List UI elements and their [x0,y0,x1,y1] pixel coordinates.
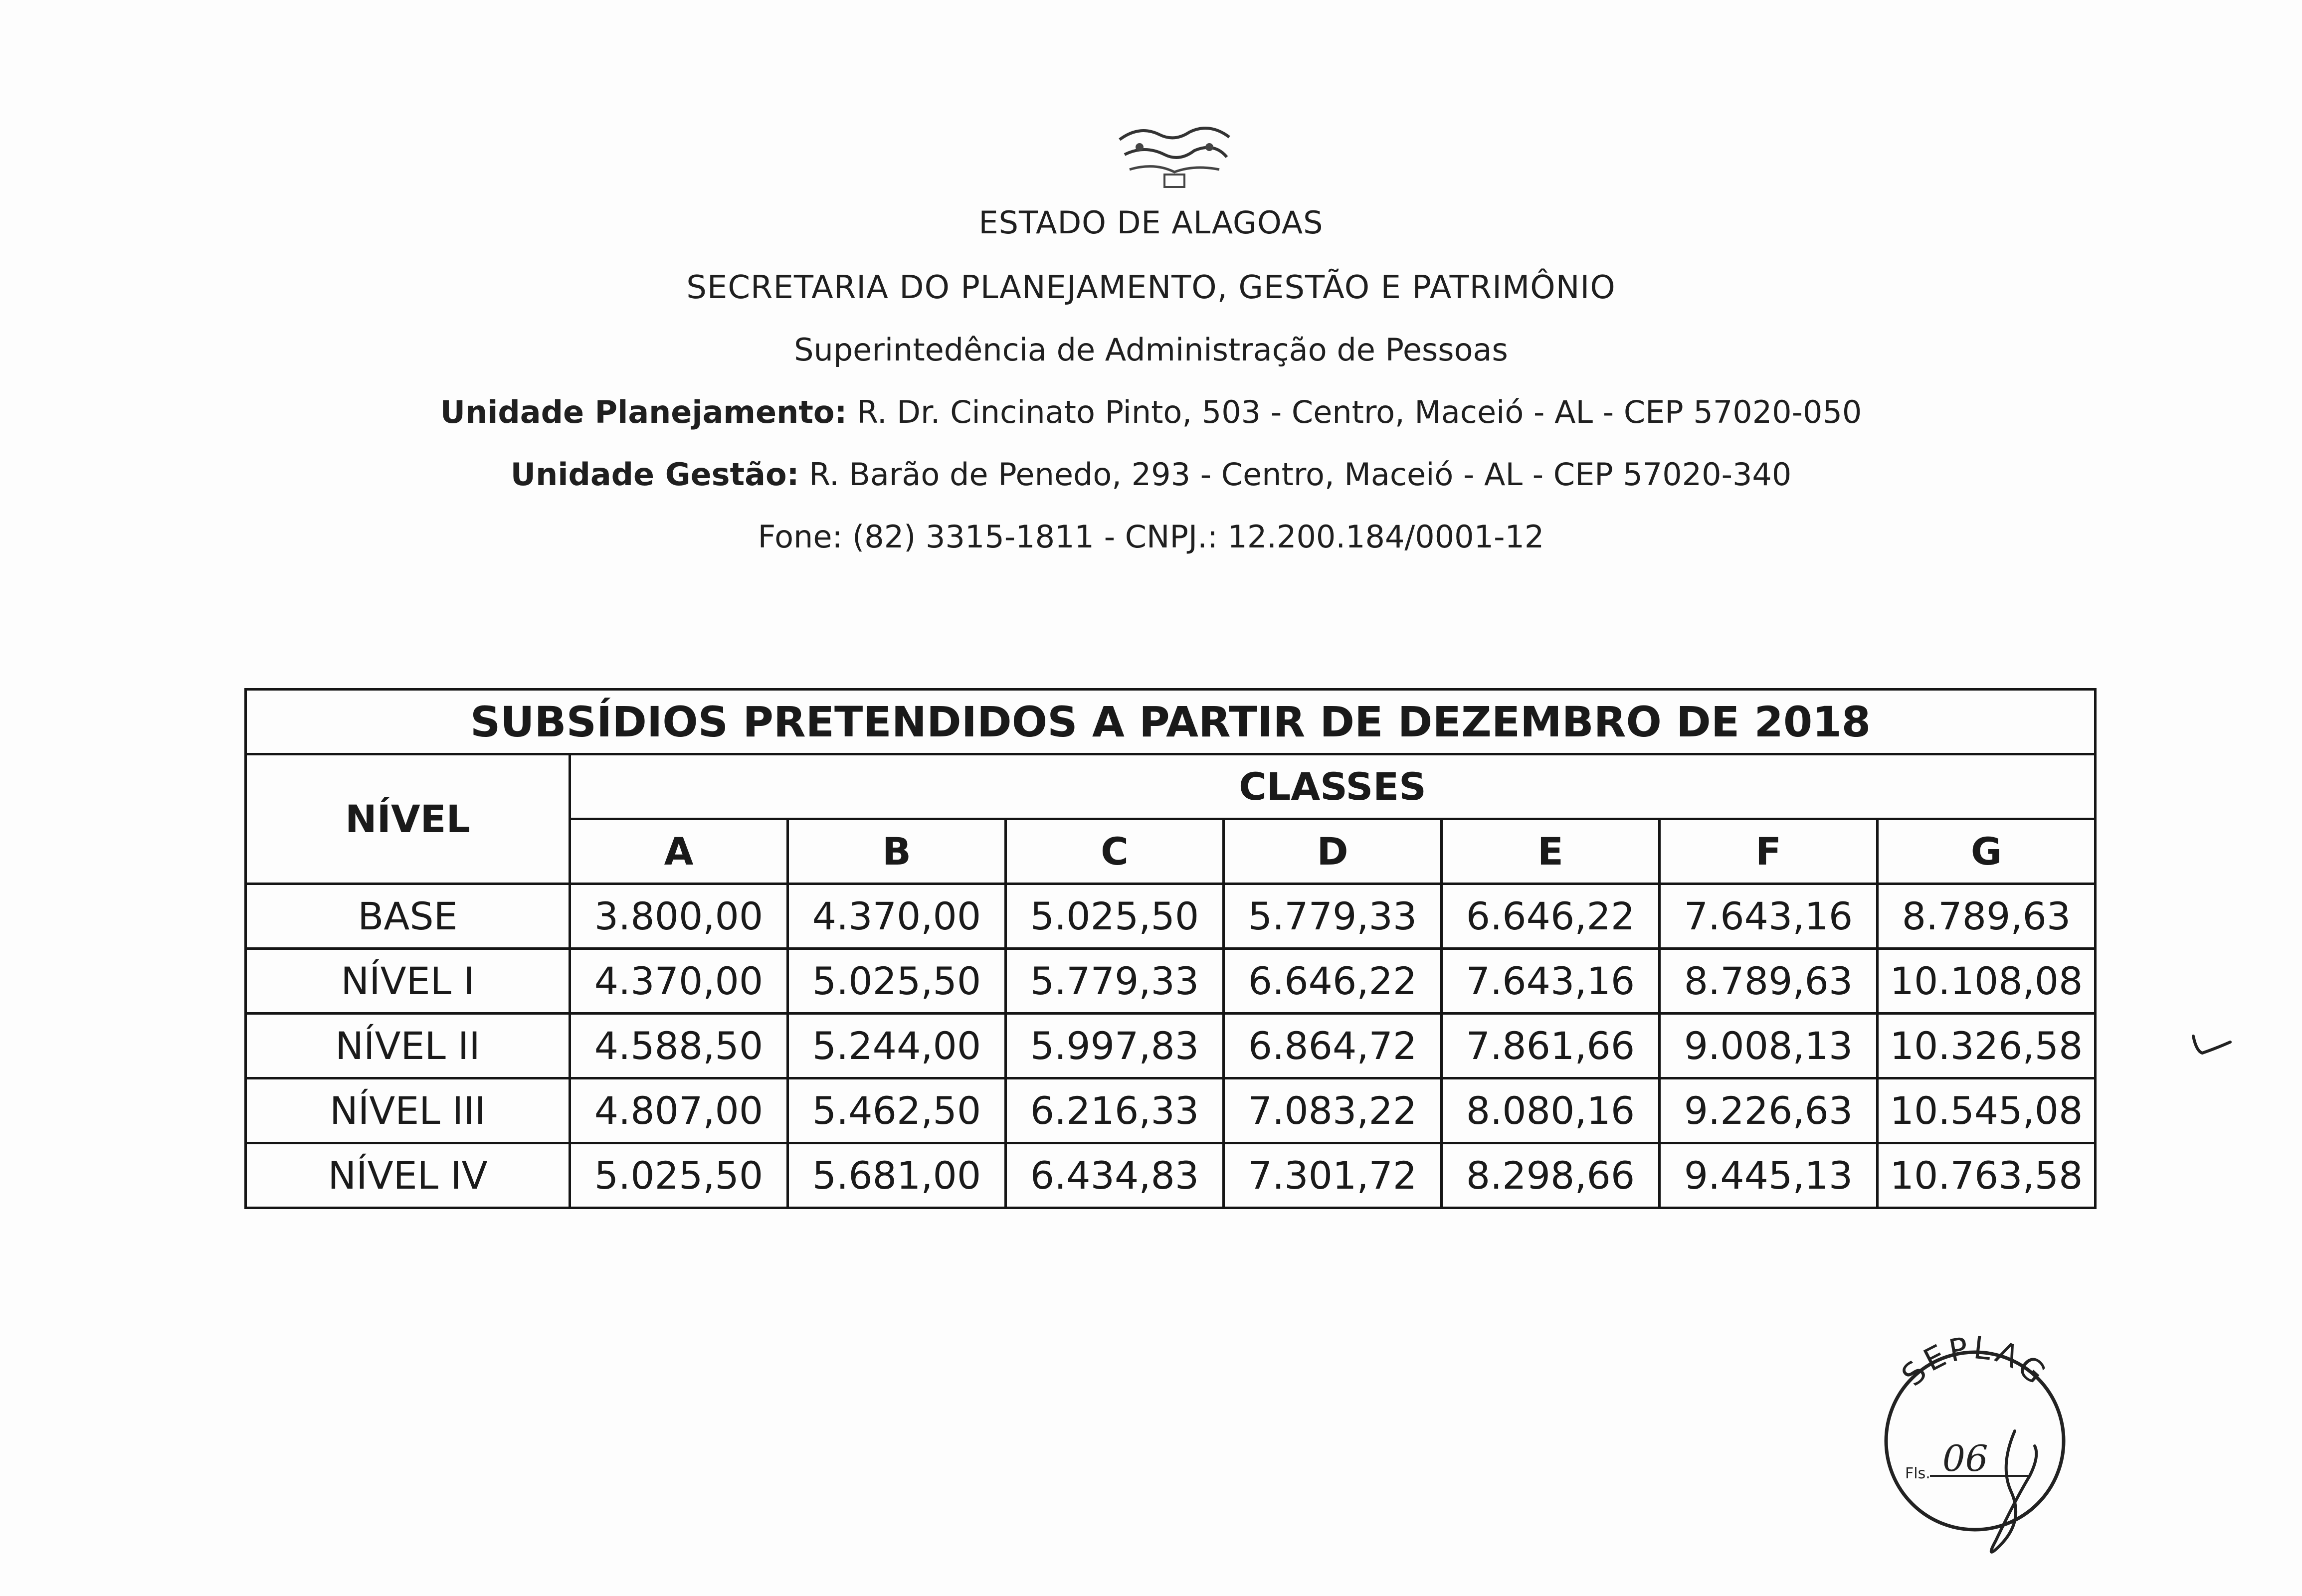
planning-unit-label: Unidade Planejamento: [440,394,847,430]
table-cell: 8.298,66 [1442,1143,1660,1208]
table-cell: 10.763,58 [1878,1143,2096,1208]
class-header-g: G [1878,819,2096,884]
stamp-org-text: SEPLAG [1894,1329,2055,1394]
stamp-folio-number: 06 [1942,1437,1988,1479]
secretariat-name: SECRETARIA DO PLANEJAMENTO, GESTÃO E PATRIMÔNIO [686,269,1616,306]
row-label-nivel-iii: NÍVEL III [246,1078,570,1143]
table-cell: 9.226,63 [1660,1078,1878,1143]
stamp-folio-label: Fls. [1905,1465,1930,1482]
table-cell: 5.025,50 [570,1143,788,1208]
row-label-nivel-ii: NÍVEL II [246,1014,570,1078]
table-cell: 3.800,00 [570,884,788,949]
table-cell: 5.779,33 [1006,949,1224,1014]
table-cell: 9.008,13 [1660,1014,1878,1078]
table-cell: 10.108,08 [1878,949,2096,1014]
table-cell: 4.370,00 [570,949,788,1014]
table-cell: 5.779,33 [1224,884,1442,949]
classes-header: CLASSES [570,754,2096,819]
planning-unit-address [0,394,2302,430]
superintendence-name: Superintedência de Administração de Pessoas [794,332,1508,368]
table-cell: 6.864,72 [1224,1014,1442,1078]
table-cell: 5.025,50 [788,949,1006,1014]
management-unit-address [0,456,2302,493]
table-cell: 8.789,63 [1878,884,2096,949]
table-cell: 10.326,58 [1878,1014,2096,1078]
seplag-folio-stamp [1865,1326,2085,1561]
table-cell: 4.370,00 [788,884,1006,949]
table-cell: 7.301,72 [1224,1143,1442,1208]
table-cell: 5.462,50 [788,1078,1006,1143]
table-cell: 7.643,16 [1442,949,1660,1014]
table-cell: 9.445,13 [1660,1143,1878,1208]
subsidies-table-container [244,688,2095,1209]
class-header-d: D [1224,819,1442,884]
table-cell: 4.807,00 [570,1078,788,1143]
table-cell: 8.789,63 [1660,949,1878,1014]
state-name: ESTADO DE ALAGOAS [978,204,1324,241]
management-unit-label: Unidade Gestão: [510,456,799,493]
planning-unit-street: R. Dr. Cincinato Pinto, 503 - Centro, Maceió - AL - CEP 57020-050 [847,394,1862,430]
table-row [246,884,2096,949]
row-label-nivel-iv: NÍVEL IV [246,1143,570,1208]
subsidies-table [244,688,2097,1209]
table-cell: 7.861,66 [1442,1014,1660,1078]
level-column-header: NÍVEL [246,754,570,884]
table-cell: 5.025,50 [1006,884,1224,949]
table-cell: 7.083,22 [1224,1078,1442,1143]
svg-text:SEPLAG [1894,1329,2055,1393]
table-cell: 10.545,08 [1878,1078,2096,1143]
class-header-b: B [788,819,1006,884]
table-cell: 5.681,00 [788,1143,1006,1208]
state-coat-of-arms-icon [1110,120,1239,194]
table-cell: 4.588,50 [570,1014,788,1078]
contact-line: Fone: (82) 3315-1811 - CNPJ.: 12.200.184/0001-12 [758,519,1544,555]
management-unit-street: R. Barão de Penedo, 293 - Centro, Maceió - AL - CEP 57020-340 [799,456,1792,493]
table-row [246,1143,2096,1208]
table-cell: 6.434,83 [1006,1143,1224,1208]
class-header-c: C [1006,819,1224,884]
table-row [246,1078,2096,1143]
row-label-nivel-i: NÍVEL I [246,949,570,1014]
row-label-base: BASE [246,884,570,949]
table-cell: 6.216,33 [1006,1078,1224,1143]
class-header-f: F [1660,819,1878,884]
table-cell: 7.643,16 [1660,884,1878,949]
table-row [246,949,2096,1014]
handwritten-check-icon [2189,1027,2234,1062]
table-cell: 6.646,22 [1224,949,1442,1014]
class-header-a: A [570,819,788,884]
table-cell: 6.646,22 [1442,884,1660,949]
class-header-e: E [1442,819,1660,884]
table-row [246,1014,2096,1078]
table-cell: 5.244,00 [788,1014,1006,1078]
table-cell: 5.997,83 [1006,1014,1224,1078]
table-cell: 8.080,16 [1442,1078,1660,1143]
table-title: SUBSÍDIOS PRETENDIDOS A PARTIR DE DEZEMBRO DE 2018 [246,690,2096,754]
